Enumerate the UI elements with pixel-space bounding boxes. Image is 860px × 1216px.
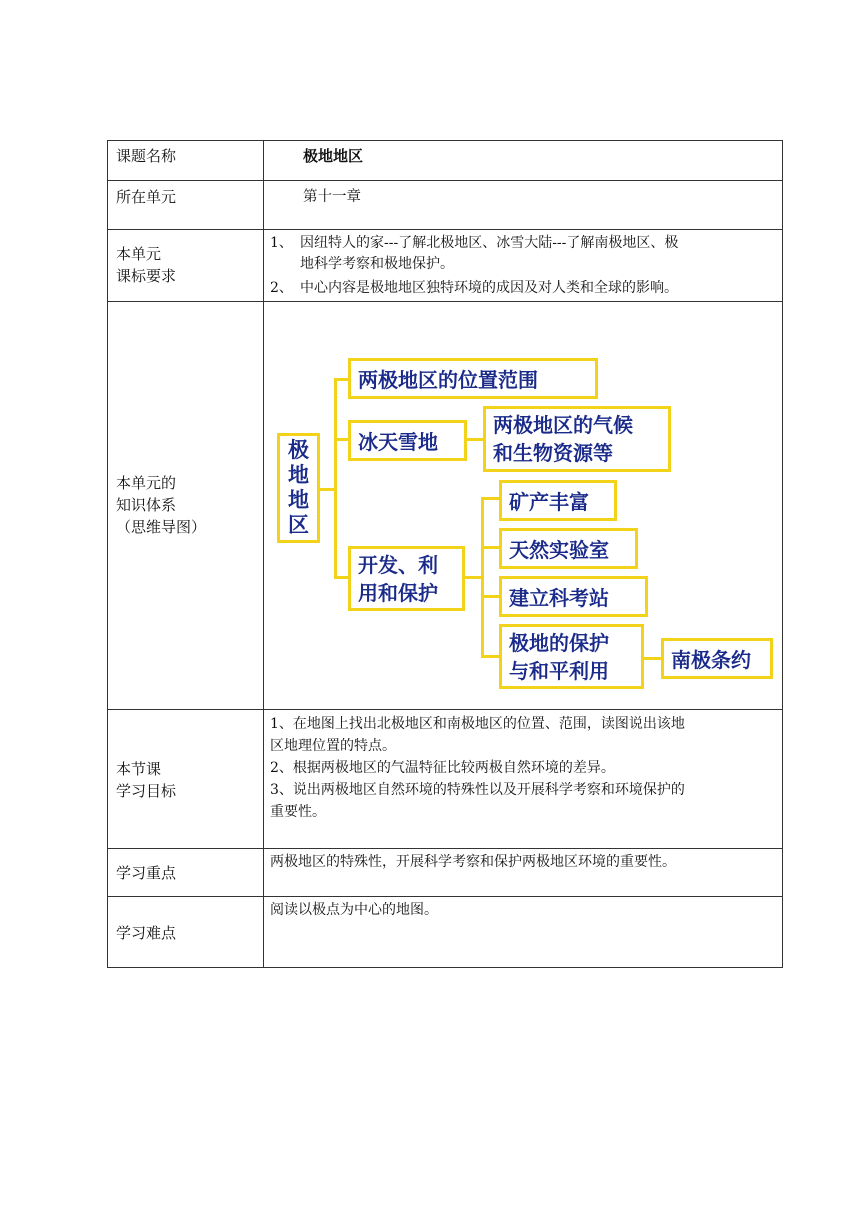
- requirements-label: [116, 243, 176, 287]
- connector-line: [334, 378, 337, 578]
- key-points-label: 学习重点: [116, 864, 177, 882]
- title-value: 极地地区: [303, 147, 364, 165]
- item-text: 因纽特人的家---了解北极地区、冰雪大陆---了解南极地区、极: [300, 235, 679, 251]
- node-text: 天然实验室: [509, 538, 609, 562]
- table-border: [107, 140, 783, 141]
- node-text: 冰天雪地: [358, 430, 438, 454]
- row-divider: [107, 229, 783, 230]
- mindmap-node-minerals: [499, 480, 617, 521]
- difficulties-label: 学习难点: [116, 924, 177, 942]
- objective-line: 1、在地图上找出北极地区和南极地区的位置、范围，读图说出该地: [270, 716, 685, 732]
- objectives-label: [116, 758, 176, 802]
- mindmap-node-treaty: [661, 638, 773, 679]
- label-line: 学习目标: [116, 782, 177, 800]
- node-text: 两极地区的位置范围: [358, 368, 538, 392]
- table-border: [107, 140, 108, 968]
- root-char: 地: [288, 488, 309, 512]
- node-text: 两极地区的气候: [493, 413, 633, 437]
- label-line: 本单元: [116, 245, 162, 263]
- connector-line: [481, 497, 499, 500]
- node-text: 极地的保护: [509, 630, 609, 655]
- mindmap-node-development: [348, 546, 465, 611]
- column-divider: [263, 140, 264, 968]
- root-char: 区: [288, 513, 309, 537]
- connector-line: [463, 576, 483, 579]
- mindmap-node-location: [348, 358, 598, 399]
- item-number: 1、: [270, 235, 293, 251]
- title-label: 课题名称: [116, 147, 177, 165]
- item-text: 地科学考察和极地保护。: [300, 256, 454, 272]
- connector-line: [481, 595, 499, 598]
- node-text: 矿产丰富: [509, 490, 589, 514]
- label-line: 本节课: [116, 760, 162, 778]
- label-line: 课标要求: [116, 267, 177, 285]
- root-char: 地: [288, 463, 309, 487]
- objective-line: 区地理位置的特点。: [270, 738, 396, 754]
- label-line: （思维导图）: [116, 518, 207, 536]
- connector-line: [465, 438, 485, 441]
- item-number: 2、: [270, 280, 293, 296]
- item-text: 中心内容是极地地区独特环境的成因及对人类和全球的影响。: [300, 280, 678, 296]
- objective-line: 2、根据两极地区的气温特征比较两极自然环境的差异。: [270, 760, 615, 776]
- root-char: 极: [288, 438, 309, 462]
- node-text: 用和保护: [358, 580, 438, 605]
- row-divider: [107, 896, 783, 897]
- mindmap-root-node: [277, 433, 320, 543]
- row-divider: [107, 301, 783, 302]
- connector-line: [481, 655, 499, 658]
- node-text: 建立科考站: [509, 586, 609, 610]
- node-text: 和生物资源等: [493, 441, 613, 465]
- mindmap-node-climate: [483, 406, 671, 472]
- row-divider: [107, 848, 783, 849]
- row-divider: [107, 709, 783, 710]
- objectives-text: [270, 713, 778, 823]
- mindmap-node-protection: [499, 624, 644, 689]
- table-border: [107, 967, 783, 968]
- table-border: [782, 140, 783, 968]
- connector-line: [481, 497, 484, 657]
- objective-line: 重要性。: [270, 804, 326, 820]
- objective-line: 3、说出两极地区自然环境的特殊性以及开展科学考察和环境保护的: [270, 782, 685, 798]
- mindmap-node-ice: [348, 420, 467, 461]
- knowledge-label: [116, 472, 206, 538]
- row-divider: [107, 180, 783, 181]
- mindmap-node-laboratory: [499, 528, 638, 569]
- label-line: 知识体系: [116, 496, 177, 514]
- node-text: 开发、利: [358, 552, 438, 577]
- mindmap-node-station: [499, 576, 648, 617]
- requirement-item: [270, 233, 778, 275]
- node-text: 南极条约: [671, 648, 751, 672]
- unit-value: 第十一章: [303, 189, 361, 205]
- unit-label: 所在单元: [116, 188, 177, 206]
- difficulties-value: 阅读以极点为中心的地图。: [270, 902, 438, 918]
- key-points-value: 两极地区的特殊性，开展科学考察和保护两极地区环境的重要性。: [270, 854, 676, 870]
- node-text: 与和平利用: [509, 658, 609, 683]
- requirement-item: [270, 278, 778, 299]
- label-line: 本单元的: [116, 474, 177, 492]
- connector-line: [481, 546, 499, 549]
